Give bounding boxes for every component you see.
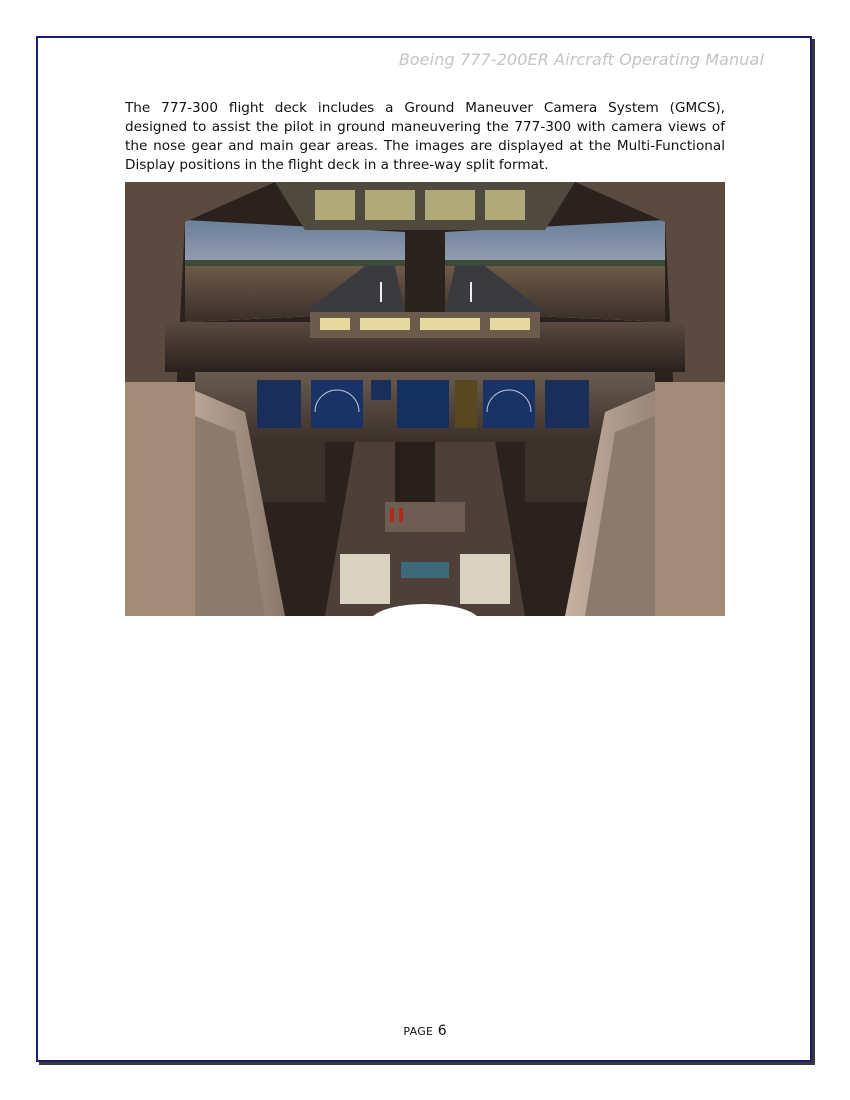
flight-deck-photo (125, 182, 725, 616)
body-paragraph: The 777-300 flight deck includes a Ground Maneuver Camera System (GMCS), designed to assist the pilot in ground maneuvering the 777-300 with camera views of the nose gear and main gear areas. The images are displayed at the Multi-Functional Display positions in the flight deck in a three-way split format. (125, 100, 725, 173)
running-header: Boeing 777-200ER Aircraft Operating Manual (398, 50, 764, 69)
page-footer (0, 1023, 850, 1039)
page-number: 6 (437, 1023, 447, 1039)
page-label: PAGE (403, 1025, 434, 1038)
